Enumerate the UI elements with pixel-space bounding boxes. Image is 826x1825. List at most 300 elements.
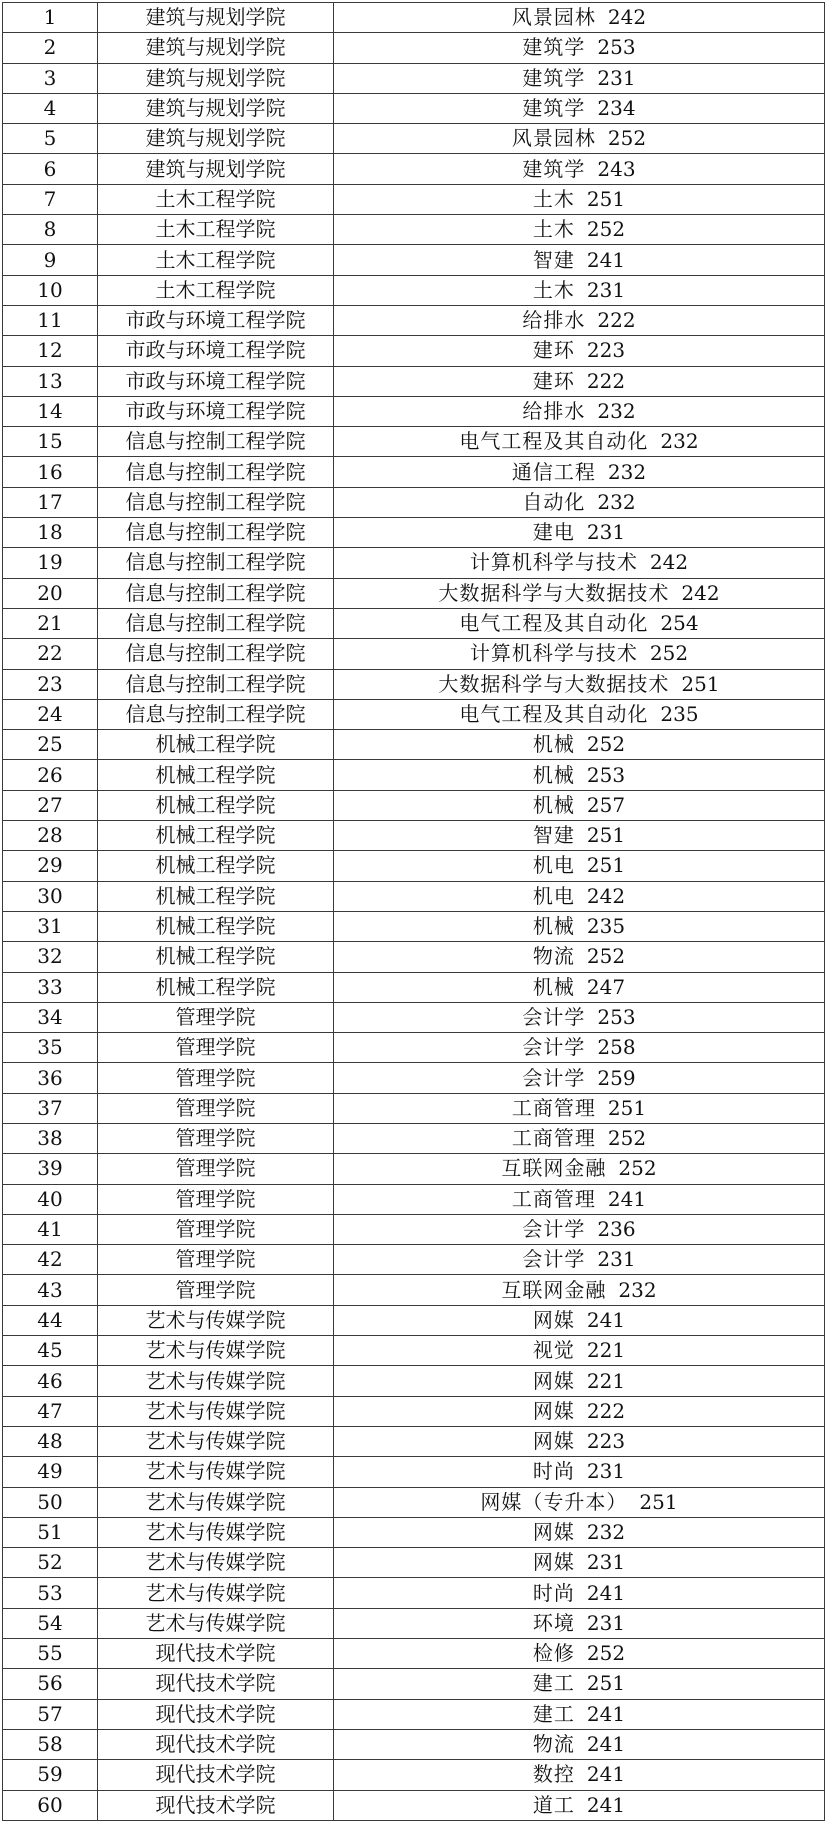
row-number: 35 <box>3 1033 98 1063</box>
class-name <box>334 1305 825 1335</box>
class-code: 232 <box>607 459 647 484</box>
class-name <box>334 1366 825 1396</box>
row-number: 55 <box>3 1639 98 1669</box>
table-row <box>3 1517 825 1547</box>
row-number: 8 <box>3 215 98 245</box>
college-name: 土木工程学院 <box>98 215 334 245</box>
college-name: 艺术与传媒学院 <box>98 1608 334 1638</box>
major-name: 土木 <box>532 217 575 242</box>
class-code: 241 <box>586 1307 626 1332</box>
row-number: 46 <box>3 1366 98 1396</box>
major-name: 互联网金融 <box>501 1156 607 1181</box>
class-name <box>334 1487 825 1517</box>
class-code: 241 <box>586 1701 626 1726</box>
college-name: 艺术与传媒学院 <box>98 1578 334 1608</box>
class-code: 231 <box>586 277 626 302</box>
table-row <box>3 336 825 366</box>
class-name <box>334 427 825 457</box>
table-row <box>3 1245 825 1275</box>
class-code: 252 <box>649 641 689 666</box>
class-name <box>334 1608 825 1638</box>
major-name: 自动化 <box>522 489 586 514</box>
class-code: 241 <box>586 1762 626 1787</box>
row-number: 21 <box>3 608 98 638</box>
class-name <box>334 305 825 335</box>
class-code: 241 <box>586 1732 626 1757</box>
table-row <box>3 1366 825 1396</box>
college-name: 建筑与规划学院 <box>98 33 334 63</box>
table-row <box>3 184 825 214</box>
college-name: 现代技术学院 <box>98 1669 334 1699</box>
table-row <box>3 1790 825 1820</box>
class-code: 252 <box>586 217 626 242</box>
class-name <box>334 33 825 63</box>
major-name: 建环 <box>532 338 575 363</box>
class-code: 252 <box>618 1156 657 1181</box>
college-name: 现代技术学院 <box>98 1699 334 1729</box>
class-code: 253 <box>586 762 626 787</box>
class-code: 251 <box>607 1095 647 1120</box>
college-name: 建筑与规划学院 <box>98 154 334 184</box>
class-code: 252 <box>586 732 626 757</box>
row-number: 6 <box>3 154 98 184</box>
row-number: 2 <box>3 33 98 63</box>
row-number: 23 <box>3 669 98 699</box>
major-name: 风景园林 <box>511 5 596 30</box>
class-name <box>334 1275 825 1305</box>
class-code: 235 <box>586 914 626 939</box>
row-number: 27 <box>3 790 98 820</box>
college-name: 市政与环境工程学院 <box>98 366 334 396</box>
table-row <box>3 911 825 941</box>
class-name <box>334 124 825 154</box>
table-row <box>3 1396 825 1426</box>
major-name: 网媒 <box>532 1429 575 1454</box>
row-number: 40 <box>3 1184 98 1214</box>
college-name: 机械工程学院 <box>98 972 334 1002</box>
row-number: 52 <box>3 1548 98 1578</box>
major-name: 计算机科学与技术 <box>469 641 638 666</box>
table-row <box>3 366 825 396</box>
college-name: 信息与控制工程学院 <box>98 427 334 457</box>
table-row <box>3 518 825 548</box>
college-name: 机械工程学院 <box>98 881 334 911</box>
class-name <box>334 699 825 729</box>
major-name: 建筑学 <box>522 156 586 181</box>
college-name: 机械工程学院 <box>98 851 334 881</box>
college-name: 艺术与传媒学院 <box>98 1426 334 1456</box>
major-name: 网媒 <box>532 1519 575 1544</box>
row-number: 53 <box>3 1578 98 1608</box>
table-row <box>3 1336 825 1366</box>
class-name <box>334 821 825 851</box>
class-code: 252 <box>586 1641 626 1666</box>
table-row <box>3 972 825 1002</box>
college-name: 土木工程学院 <box>98 245 334 275</box>
table-row <box>3 93 825 123</box>
class-code: 252 <box>607 1126 647 1151</box>
class-code: 232 <box>597 489 636 514</box>
class-code: 251 <box>586 853 626 878</box>
class-name <box>334 790 825 820</box>
table-row <box>3 1093 825 1123</box>
table-row <box>3 396 825 426</box>
college-name: 管理学院 <box>98 1033 334 1063</box>
row-number: 37 <box>3 1093 98 1123</box>
major-name: 环境 <box>532 1610 575 1635</box>
class-name <box>334 730 825 760</box>
table-row <box>3 1063 825 1093</box>
major-name: 智建 <box>532 823 575 848</box>
class-name <box>334 1002 825 1032</box>
class-code: 221 <box>586 1338 626 1363</box>
class-name <box>334 366 825 396</box>
class-code: 232 <box>618 1277 657 1302</box>
class-code: 222 <box>586 1398 626 1423</box>
class-name <box>334 457 825 487</box>
major-name: 电气工程及其自动化 <box>459 429 649 454</box>
class-name <box>334 881 825 911</box>
row-number: 13 <box>3 366 98 396</box>
row-number: 26 <box>3 760 98 790</box>
table-row <box>3 699 825 729</box>
table-row <box>3 1669 825 1699</box>
table-row <box>3 1426 825 1456</box>
major-name: 机电 <box>532 853 575 878</box>
class-name <box>334 1063 825 1093</box>
class-code: 242 <box>649 550 689 575</box>
class-code: 254 <box>660 611 699 636</box>
class-name <box>334 1457 825 1487</box>
college-name: 管理学院 <box>98 1275 334 1305</box>
major-name: 工商管理 <box>511 1186 596 1211</box>
college-name: 信息与控制工程学院 <box>98 669 334 699</box>
major-name: 检修 <box>532 1641 575 1666</box>
row-number: 59 <box>3 1760 98 1790</box>
row-number: 42 <box>3 1245 98 1275</box>
table-row <box>3 1033 825 1063</box>
major-name: 给排水 <box>522 308 586 333</box>
class-code: 247 <box>586 974 626 999</box>
college-name: 机械工程学院 <box>98 760 334 790</box>
college-name: 机械工程学院 <box>98 730 334 760</box>
class-code: 241 <box>607 1186 647 1211</box>
college-name: 市政与环境工程学院 <box>98 336 334 366</box>
class-code: 253 <box>597 1004 636 1029</box>
class-code: 259 <box>597 1065 636 1090</box>
table-row <box>3 33 825 63</box>
class-code: 241 <box>586 247 626 272</box>
class-name <box>334 851 825 881</box>
major-name: 建环 <box>532 368 575 393</box>
major-name: 建筑学 <box>522 65 586 90</box>
class-name <box>334 487 825 517</box>
class-code: 241 <box>586 1792 626 1817</box>
table-row <box>3 1729 825 1759</box>
college-name: 信息与控制工程学院 <box>98 699 334 729</box>
row-number: 7 <box>3 184 98 214</box>
row-number: 38 <box>3 1123 98 1153</box>
major-name: 建工 <box>532 1671 575 1696</box>
college-name: 管理学院 <box>98 1002 334 1032</box>
row-number: 44 <box>3 1305 98 1335</box>
class-name <box>334 911 825 941</box>
college-name: 建筑与规划学院 <box>98 124 334 154</box>
college-name: 管理学院 <box>98 1093 334 1123</box>
class-name <box>334 1093 825 1123</box>
row-number: 16 <box>3 457 98 487</box>
class-code: 222 <box>597 308 636 333</box>
row-number: 29 <box>3 851 98 881</box>
class-name <box>334 1396 825 1426</box>
table-row <box>3 1184 825 1214</box>
college-name: 管理学院 <box>98 1245 334 1275</box>
row-number: 48 <box>3 1426 98 1456</box>
class-name <box>334 518 825 548</box>
major-name: 通信工程 <box>511 459 596 484</box>
class-name <box>334 1729 825 1759</box>
table-row <box>3 730 825 760</box>
row-number: 41 <box>3 1214 98 1244</box>
class-table <box>2 2 825 1821</box>
row-number: 20 <box>3 578 98 608</box>
table-row <box>3 427 825 457</box>
table-row <box>3 215 825 245</box>
class-name <box>334 1426 825 1456</box>
major-name: 网媒（专升本） <box>480 1489 628 1514</box>
college-name: 建筑与规划学院 <box>98 3 334 33</box>
table-row <box>3 1760 825 1790</box>
major-name: 工商管理 <box>511 1126 596 1151</box>
table-row <box>3 1487 825 1517</box>
class-code: 242 <box>607 5 647 30</box>
college-name: 艺术与传媒学院 <box>98 1517 334 1547</box>
college-name: 土木工程学院 <box>98 275 334 305</box>
row-number: 22 <box>3 639 98 669</box>
table-row <box>3 305 825 335</box>
major-name: 计算机科学与技术 <box>469 550 638 575</box>
row-number: 30 <box>3 881 98 911</box>
major-name: 电气工程及其自动化 <box>459 611 649 636</box>
row-number: 15 <box>3 427 98 457</box>
major-name: 机械 <box>532 762 575 787</box>
table-row <box>3 639 825 669</box>
college-name: 现代技术学院 <box>98 1760 334 1790</box>
row-number: 24 <box>3 699 98 729</box>
major-name: 会计学 <box>522 1217 586 1242</box>
table-row <box>3 1214 825 1244</box>
college-name: 信息与控制工程学院 <box>98 548 334 578</box>
major-name: 机械 <box>532 974 575 999</box>
table-row <box>3 154 825 184</box>
table-row <box>3 548 825 578</box>
class-name <box>334 1669 825 1699</box>
class-code: 231 <box>586 1610 626 1635</box>
class-code: 252 <box>586 944 626 969</box>
table-row <box>3 1154 825 1184</box>
row-number: 1 <box>3 3 98 33</box>
row-number: 32 <box>3 942 98 972</box>
major-name: 会计学 <box>522 1247 586 1272</box>
college-name: 艺术与传媒学院 <box>98 1305 334 1335</box>
college-name: 土木工程学院 <box>98 184 334 214</box>
college-name: 艺术与传媒学院 <box>98 1548 334 1578</box>
row-number: 49 <box>3 1457 98 1487</box>
class-code: 243 <box>597 156 636 181</box>
row-number: 50 <box>3 1487 98 1517</box>
major-name: 网媒 <box>532 1307 575 1332</box>
class-code: 251 <box>681 671 720 696</box>
row-number: 3 <box>3 63 98 93</box>
class-code: 232 <box>660 429 699 454</box>
college-name: 信息与控制工程学院 <box>98 487 334 517</box>
class-code: 253 <box>597 35 636 60</box>
college-name: 信息与控制工程学院 <box>98 639 334 669</box>
class-name <box>334 972 825 1002</box>
college-name: 信息与控制工程学院 <box>98 518 334 548</box>
row-number: 17 <box>3 487 98 517</box>
table-row <box>3 124 825 154</box>
class-code: 236 <box>597 1217 636 1242</box>
major-name: 机电 <box>532 883 575 908</box>
major-name: 道工 <box>532 1792 575 1817</box>
row-number: 36 <box>3 1063 98 1093</box>
row-number: 10 <box>3 275 98 305</box>
table-row <box>3 3 825 33</box>
major-name: 机械 <box>532 732 575 757</box>
major-name: 建筑学 <box>522 96 586 121</box>
college-name: 艺术与传媒学院 <box>98 1336 334 1366</box>
college-name: 艺术与传媒学院 <box>98 1396 334 1426</box>
row-number: 9 <box>3 245 98 275</box>
class-name <box>334 1578 825 1608</box>
college-name: 建筑与规划学院 <box>98 63 334 93</box>
major-name: 建工 <box>532 1701 575 1726</box>
major-name: 智建 <box>532 247 575 272</box>
row-number: 51 <box>3 1517 98 1547</box>
major-name: 数控 <box>532 1762 575 1787</box>
class-name <box>334 1790 825 1820</box>
college-name: 现代技术学院 <box>98 1790 334 1820</box>
class-code: 231 <box>586 1550 626 1575</box>
class-code: 232 <box>586 1519 626 1544</box>
row-number: 25 <box>3 730 98 760</box>
major-name: 会计学 <box>522 1065 586 1090</box>
class-code: 231 <box>586 520 626 545</box>
class-table-body <box>3 3 825 1821</box>
college-name: 机械工程学院 <box>98 821 334 851</box>
table-row <box>3 1305 825 1335</box>
class-name <box>334 1245 825 1275</box>
class-name <box>334 245 825 275</box>
college-name: 机械工程学院 <box>98 911 334 941</box>
table-row <box>3 881 825 911</box>
class-name <box>334 1123 825 1153</box>
class-name <box>334 760 825 790</box>
class-name <box>334 548 825 578</box>
college-name: 机械工程学院 <box>98 790 334 820</box>
class-code: 258 <box>597 1035 636 1060</box>
major-name: 大数据科学与大数据技术 <box>438 580 670 605</box>
row-number: 11 <box>3 305 98 335</box>
college-name: 管理学院 <box>98 1184 334 1214</box>
class-code: 231 <box>586 1459 626 1484</box>
major-name: 视觉 <box>532 1338 575 1363</box>
row-number: 60 <box>3 1790 98 1820</box>
table-row <box>3 1275 825 1305</box>
table-row <box>3 608 825 638</box>
row-number: 28 <box>3 821 98 851</box>
class-code: 223 <box>586 1429 626 1454</box>
table-row <box>3 790 825 820</box>
major-name: 时尚 <box>532 1580 575 1605</box>
class-name <box>334 1548 825 1578</box>
college-name: 市政与环境工程学院 <box>98 396 334 426</box>
table-row <box>3 1699 825 1729</box>
class-code: 235 <box>660 701 699 726</box>
class-code: 223 <box>586 338 626 363</box>
class-name <box>334 1184 825 1214</box>
major-name: 大数据科学与大数据技术 <box>438 671 670 696</box>
class-code: 251 <box>639 1489 678 1514</box>
row-number: 12 <box>3 336 98 366</box>
class-name <box>334 639 825 669</box>
class-name <box>334 184 825 214</box>
class-name <box>334 336 825 366</box>
table-row <box>3 1548 825 1578</box>
class-code: 241 <box>586 1580 626 1605</box>
college-name: 现代技术学院 <box>98 1639 334 1669</box>
table-row <box>3 821 825 851</box>
row-number: 34 <box>3 1002 98 1032</box>
class-name <box>334 154 825 184</box>
class-name <box>334 93 825 123</box>
class-name <box>334 396 825 426</box>
major-name: 网媒 <box>532 1550 575 1575</box>
table-row <box>3 1002 825 1032</box>
class-name <box>334 578 825 608</box>
table-row <box>3 487 825 517</box>
class-name <box>334 3 825 33</box>
class-name <box>334 942 825 972</box>
class-name <box>334 1517 825 1547</box>
row-number: 5 <box>3 124 98 154</box>
class-code: 231 <box>597 65 636 90</box>
row-number: 31 <box>3 911 98 941</box>
class-name <box>334 1336 825 1366</box>
table-row <box>3 578 825 608</box>
row-number: 43 <box>3 1275 98 1305</box>
class-name <box>334 608 825 638</box>
table-row <box>3 1578 825 1608</box>
row-number: 14 <box>3 396 98 426</box>
class-code: 242 <box>681 580 720 605</box>
row-number: 54 <box>3 1608 98 1638</box>
class-code: 242 <box>586 883 626 908</box>
table-row <box>3 760 825 790</box>
college-name: 艺术与传媒学院 <box>98 1366 334 1396</box>
major-name: 风景园林 <box>511 126 596 151</box>
major-name: 网媒 <box>532 1368 575 1393</box>
college-name: 艺术与传媒学院 <box>98 1457 334 1487</box>
class-code: 252 <box>607 126 647 151</box>
table-row <box>3 1457 825 1487</box>
class-code: 257 <box>586 792 626 817</box>
major-name: 会计学 <box>522 1035 586 1060</box>
major-name: 工商管理 <box>511 1095 596 1120</box>
table-row <box>3 457 825 487</box>
class-code: 222 <box>586 368 626 393</box>
